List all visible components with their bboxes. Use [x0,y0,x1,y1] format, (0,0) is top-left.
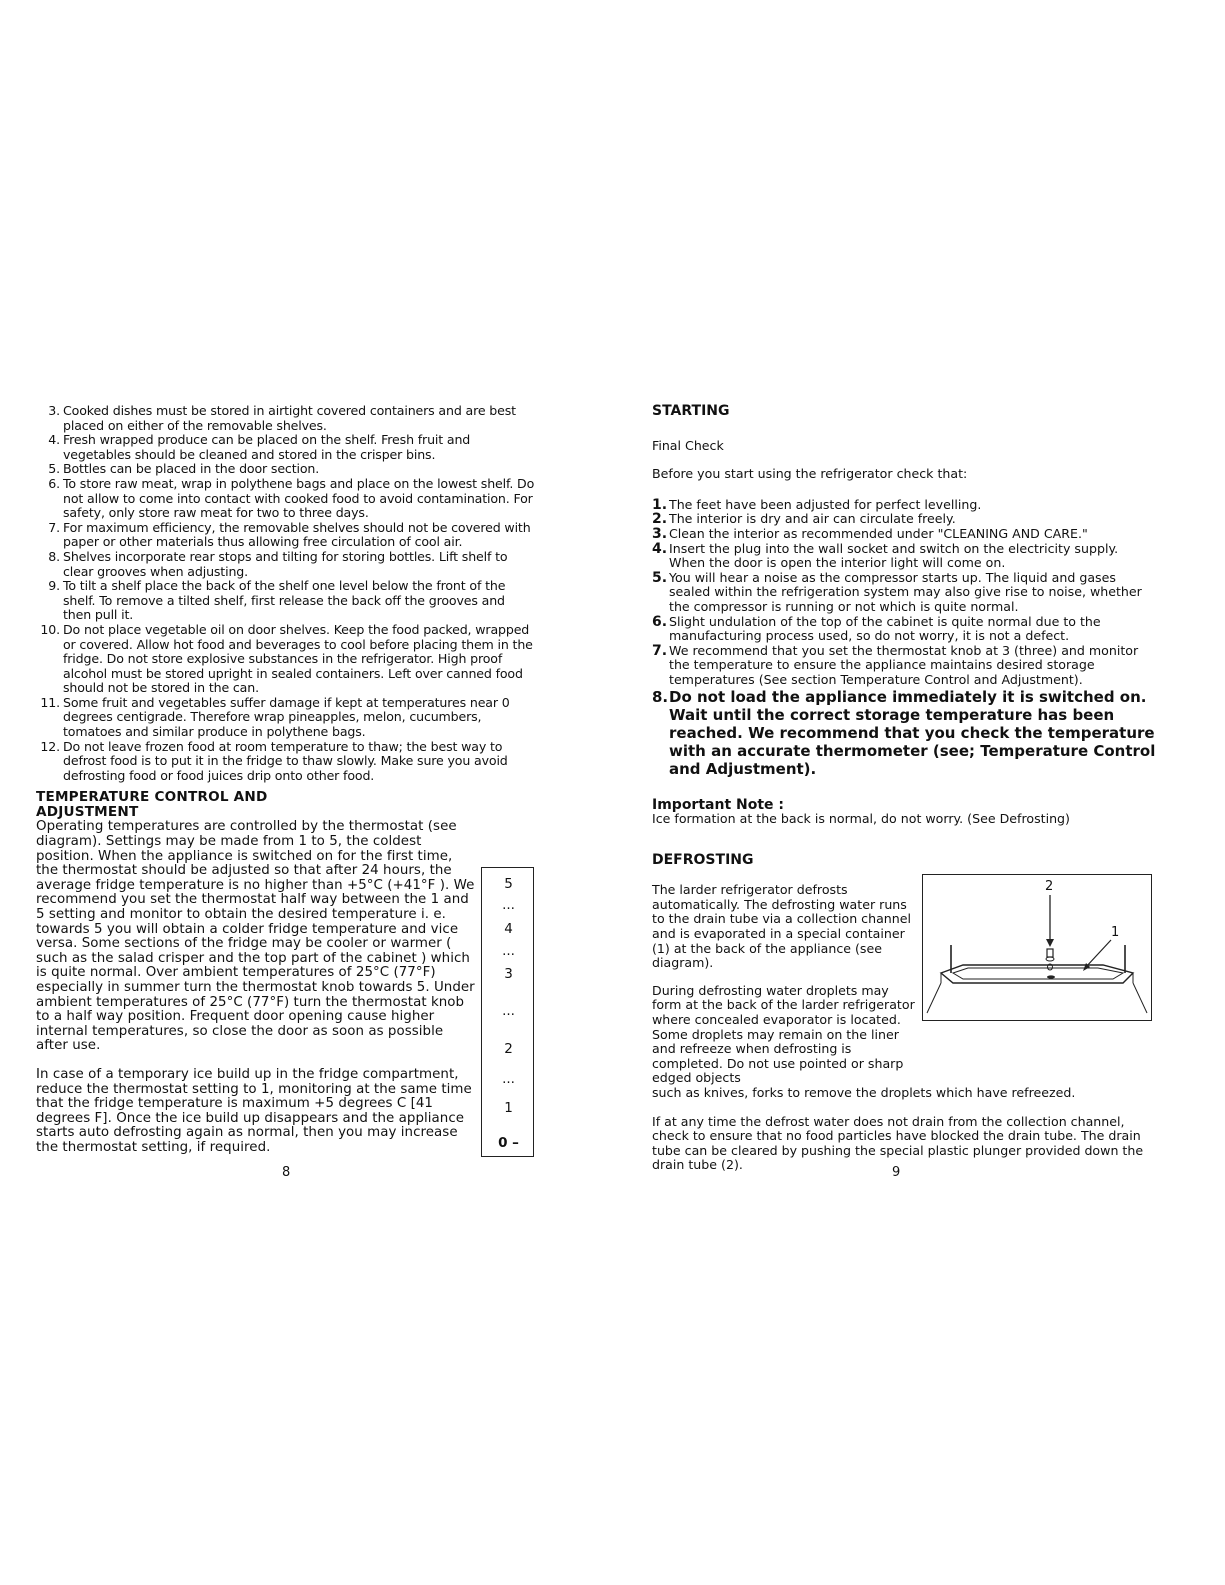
item-text: Do not leave frozen food at room temperature to thaw; the best way to defrost food is to put it in the fridge to thaw slowly. Make sure you avoid defrosting food or food juices drip onto other food. [63,738,508,783]
final-check-label: Final Check [652,437,724,453]
list-item [652,542,1157,571]
item-text: Do not place vegetable oil on door shelves. Keep the food packed, wrapped or covered. Allow hot food and beverages to cool before placing them in the fridge. Do not store explosive substances in the refrigerator. High proof alcohol must be stored upright in sealed containers. Left over canned food should not be stored in the can. [63,621,533,696]
temperature-heading-line-1: TEMPERATURE CONTROL AND [36,789,268,806]
diagram-label-2: 2 [1045,879,1054,894]
list-item [36,623,536,696]
scale-mark: 3 [504,966,513,982]
step-number: 4. [652,540,668,557]
left-page [36,404,536,1156]
list-item [36,462,536,477]
item-number: 4. [48,432,60,448]
temperature-control-section [36,790,536,1155]
step-text: The feet have been adjusted for perfect levelling. [669,496,982,512]
scale-mark: 1 [504,1100,513,1116]
item-text: Cooked dishes must be stored in airtight covered containers and are best placed on either of the removable shelves. [63,403,516,433]
scale-mark: ... [502,1003,515,1019]
defrost-paragraph-1: The larder refrigerator defrosts automatically. The defrosting water runs to the drain tube via a collection channel and is evaporated in a special container (1) at the back of the appliance (see diagram). [652,882,912,971]
item-number: 8. [48,548,60,564]
step-text: You will hear a noise as the compressor starts up. The liquid and gases sealed within the refrigeration system may also give rise to noise, whether the compressor is running or not which is quite normal. [669,569,1142,614]
list-item [36,521,536,550]
scale-mark: 5 [504,876,513,892]
list-item [36,696,536,740]
item-number: 10. [40,621,60,637]
list-item [36,579,536,623]
scale-mark: ... [502,943,515,959]
item-number: 12. [40,738,60,754]
step-number: 8. [652,687,669,706]
list-item [652,688,1157,778]
temperature-heading-line-2: ADJUSTMENT [36,804,139,821]
list-item [36,740,536,784]
scale-mark: ... [502,897,515,913]
item-text: Some fruit and vegetables suffer damage if kept at temperatures near 0 degrees centigrade. Therefore wrap pineapples, melon, cucumbers, tomatoes and similar produce in polythene bags. [63,694,510,740]
item-number: 6. [48,475,60,491]
defrost-paragraph-3: If at any time the defrost water does not drain from the collection channel, check to ensure that no food particles have blocked the drain tube. The drain tube can be cleared by pushing the special plastic plunger provided down the drain tube (2). [652,1113,1144,1173]
list-item [652,512,1157,527]
defrost-paragraph-2-end: such as knives, forks to remove the droplets which have refreezed. [652,1085,1076,1100]
step-number: 2. [652,511,668,528]
item-text: Shelves incorporate rear stops and tilting for storing bottles. Lift shelf to clear grooves when adjusting. [63,548,508,579]
scale-mark: 0 – [498,1135,519,1151]
right-page [652,404,1157,1173]
item-text: For maximum efficiency, the removable shelves should not be covered with paper or other materials thus allowing free circulation of cool air. [63,519,531,550]
ice-buildup-paragraph: In case of a temporary ice build up in the fridge compartment, reduce the thermostat setting to 1, monitoring at the same time that the fridge temperature is maximum +5 degrees C [41 degrees F]. Once the ice build up disappears and the appliance starts auto defrosting again as normal, then you may increase the thermostat setting, if required. [36,1066,472,1155]
step-number: 5. [652,569,668,586]
scale-mark: 2 [504,1041,513,1057]
scale-mark: 4 [504,921,513,937]
important-note-heading: Important Note : [652,796,785,813]
storage-tips-list [36,404,536,783]
final-check-list [652,498,1157,778]
diagram-label-1: 1 [1111,925,1120,940]
thermostat-scale-diagram [481,867,534,1157]
step-number: 3. [652,525,668,542]
list-item [652,498,1157,513]
step-text: We recommend that you set the thermostat knob at 3 (three) and monitor the temperature to ensure the appliance maintains desired storage temperatures (See section Temperature Control and Adjustment). [669,642,1139,687]
list-item [652,644,1157,688]
list-item [652,615,1157,644]
step-text: Do not load the appliance immediately it is switched on. Wait until the correct storage temperature has been reached. We recommend that you check the temperature with an accurate thermometer (see; Temperature Control and Adjustment). [669,687,1156,778]
scale-mark: ... [502,1071,515,1087]
list-item [36,404,536,433]
step-text: Clean the interior as recommended under "CLEANING AND CARE." [669,525,1088,541]
defrost-paragraph-2: During defrosting water droplets may form at the back of the larder refrigerator where concealed evaporator is located. Some droplets may remain on the liner and refreeze when defrosting is completed. Do not use pointed or sharp edged objects [652,982,915,1086]
defrosting-heading: DEFROSTING [652,851,754,868]
temperature-paragraph: Operating temperatures are controlled by the thermostat (see diagram). Settings may be made from 1 to 5, the coldest position. When the appliance is switched on for the first time, the thermostat should be adjusted so that after 24 hours, the average fridge temperature is no higher than +5°C (+41°F ). We recommend you set the thermostat half way between the 1 and 5 setting and monitor to obtain the desired temperature i. e. towards 5 you will obtain a colder fridge temperature and vice versa. Some sections of the fridge may be cooler or warmer ( such as the salad crisper and the top part of the cabinet ) which is quite normal. Over ambient temperatures of 25°C (77°F) especially in summer turn the thermostat knob towards 5. Under ambient temperatures of 25°C (77°F) turn the thermostat knob to a half way position. Frequent door opening cause higher internal temperatures, so close the door as soon as possible after use. [36,819,475,1054]
page-number-left: 8 [282,1165,291,1180]
important-note-text: Ice formation at the back is normal, do not worry. (See Defrosting) [652,811,1070,827]
step-text: The interior is dry and air can circulate freely. [669,511,956,527]
step-text: Slight undulation of the top of the cabinet is quite normal due to the manufacturing process used, so do not worry, it is not a defect. [669,613,1101,644]
item-number: 3. [48,403,60,418]
item-number: 9. [48,578,60,594]
defrost-diagram [922,874,1152,1021]
item-text: To tilt a shelf place the back of the shelf one level below the front of the shelf. To remove a tilted shelf, first release the back off the grooves and then pull it. [63,578,506,623]
list-item [36,550,536,579]
step-number: 6. [652,613,668,630]
item-text: Bottles can be placed in the door section. [63,461,320,477]
item-number: 5. [48,461,60,477]
item-text: To store raw meat, wrap in polythene bags and place on the lowest shelf. Do not allow to come into contact with cooked food to avoid contamination. For safety, only store raw meat for two to three days. [63,475,535,521]
list-item [652,571,1157,615]
list-item [652,527,1157,542]
step-number: 7. [652,642,668,659]
step-number: 1. [652,496,668,513]
item-text: Fresh wrapped produce can be placed on the shelf. Fresh fruit and vegetables should be cleaned and stored in the crisper bins. [63,432,471,462]
step-text: Insert the plug into the wall socket and switch on the electricity supply. When the door is open the interior light will come on. [669,540,1119,571]
page-number-right: 9 [892,1165,901,1180]
intro-text: Before you start using the refrigerator check that: [652,466,968,482]
list-item [36,477,536,521]
evaporator-drawing-icon [923,875,1150,1019]
item-number: 11. [40,694,60,710]
starting-heading: STARTING [652,403,730,419]
list-item [36,433,536,462]
item-number: 7. [48,519,60,535]
